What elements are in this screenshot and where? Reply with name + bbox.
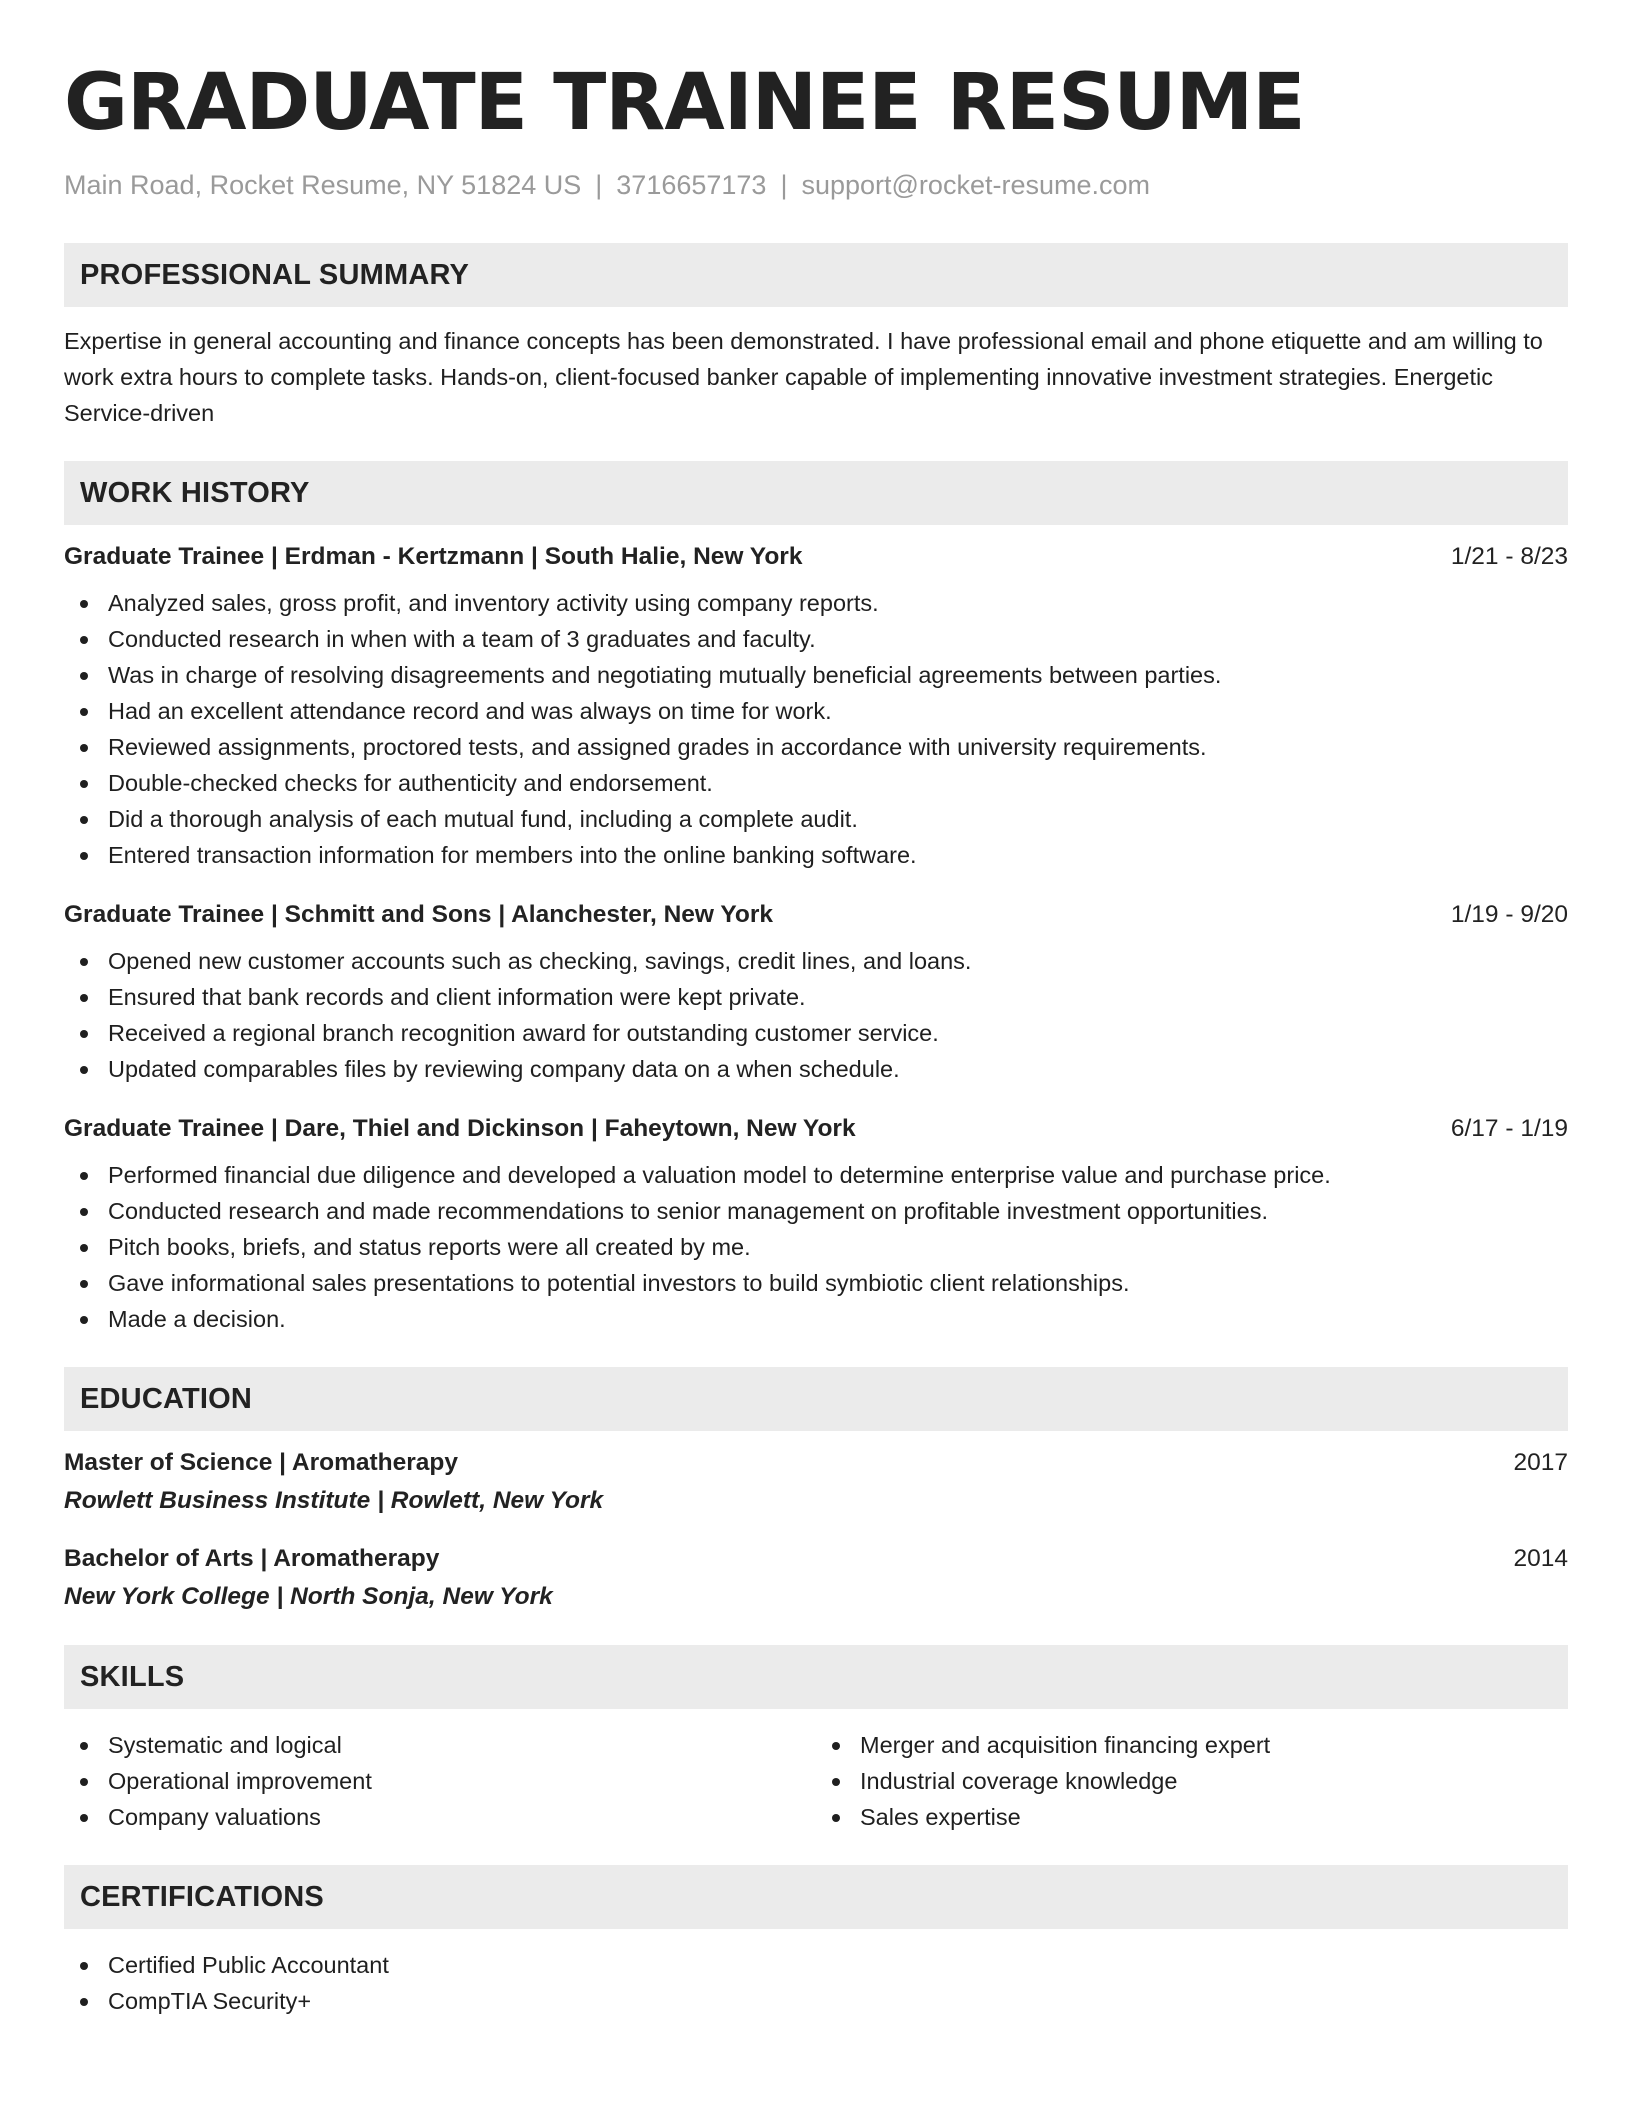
education-heading: EDUCATION (80, 1382, 253, 1415)
contact-phone: 3716657173 (616, 170, 767, 200)
certifications-list (64, 1947, 1568, 2019)
job-bullet: Was in charge of resolving disagreements and negotiating mutually beneficial agreements between parties. (64, 657, 1568, 693)
skills-section (64, 1645, 1568, 1835)
job-bullet: Pitch books, briefs, and status reports were all created by me. (64, 1229, 1568, 1265)
job-header (64, 1115, 1568, 1143)
certification-item: Certified Public Accountant (64, 1947, 1568, 1983)
job-entry (64, 1115, 1568, 1337)
job-bullet: Reviewed assignments, proctored tests, and assigned grades in accordance with university requirements. (64, 729, 1568, 765)
skills-list (64, 1727, 816, 1835)
skill-item: Systematic and logical (64, 1727, 816, 1763)
skills-list (816, 1727, 1568, 1835)
job-bullet: Conducted research in when with a team of 3 graduates and faculty. (64, 621, 1568, 657)
job-bullet: Analyzed sales, gross profit, and inventory activity using company reports. (64, 585, 1568, 621)
job-bullet: Ensured that bank records and client information were kept private. (64, 979, 1568, 1015)
job-bullet: Had an excellent attendance record and was always on time for work. (64, 693, 1568, 729)
job-bullet: Performed financial due diligence and developed a valuation model to determine enterprise value and purchase price. (64, 1157, 1568, 1193)
skill-item: Merger and acquisition financing expert (816, 1727, 1568, 1763)
job-title: Graduate Trainee | Schmitt and Sons | Alanchester, New York (64, 901, 774, 928)
job-date: 1/21 - 8/23 (1450, 543, 1568, 570)
job-title: Graduate Trainee | Dare, Thiel and Dickinson | Faheytown, New York (64, 1115, 856, 1142)
contact-separator: | (595, 170, 603, 200)
education-entry (64, 1545, 1568, 1611)
job-bullet: Entered transaction information for members into the online banking software. (64, 837, 1568, 873)
contact-address: Main Road, Rocket Resume, NY 51824 US (64, 170, 582, 200)
education-school: Rowlett Business Institute | Rowlett, New York (64, 1487, 604, 1514)
job-bullet: Received a regional branch recognition award for outstanding customer service. (64, 1015, 1568, 1051)
work-history-heading-bar (64, 461, 1568, 525)
education-degree: Master of Science | Aromatherapy (64, 1449, 458, 1476)
education-year: 2014 (1513, 1545, 1568, 1572)
skill-item: Company valuations (64, 1799, 816, 1835)
skills-column-right (816, 1727, 1568, 1835)
job-bullets (64, 943, 1568, 1087)
certifications-heading: CERTIFICATIONS (80, 1880, 324, 1913)
job-entry (64, 901, 1568, 1087)
resume-title: GRADUATE TRAINEE RESUME (64, 58, 1305, 148)
job-bullet: Did a thorough analysis of each mutual fund, including a complete audit. (64, 801, 1568, 837)
job-bullet: Opened new customer accounts such as checking, savings, credit lines, and loans. (64, 943, 1568, 979)
summary-heading-bar (64, 243, 1568, 307)
skills-grid (64, 1727, 1568, 1835)
job-date: 1/19 - 9/20 (1450, 901, 1568, 928)
education-entry (64, 1449, 1568, 1515)
contact-email: support@rocket-resume.com (801, 170, 1150, 200)
job-bullets (64, 585, 1568, 873)
certification-item: CompTIA Security+ (64, 1983, 1568, 2019)
education-school: New York College | North Sonja, New York (64, 1583, 553, 1610)
skill-item: Sales expertise (816, 1799, 1568, 1835)
summary-heading: PROFESSIONAL SUMMARY (80, 258, 470, 291)
skills-column-left (64, 1727, 816, 1835)
certifications-heading-bar (64, 1865, 1568, 1929)
job-title: Graduate Trainee | Erdman - Kertzmann | South Halie, New York (64, 543, 803, 570)
certifications-section (64, 1865, 1568, 2019)
education-section (64, 1367, 1568, 1611)
education-heading-bar (64, 1367, 1568, 1431)
education-year: 2017 (1513, 1449, 1568, 1476)
skills-heading-bar (64, 1645, 1568, 1709)
job-bullets (64, 1157, 1568, 1337)
job-bullet: Gave informational sales presentations to potential investors to build symbiotic client relationships. (64, 1265, 1568, 1301)
job-header (64, 901, 1568, 929)
summary-text: Expertise in general accounting and finance concepts has been demonstrated. I have professional email and phone etiquette and am willing to work extra hours to complete tasks. Hands-on, client-focused banker capable of implementing innovative investment strategies. Energetic Service-driven (64, 328, 1543, 426)
summary-section (64, 243, 1568, 431)
job-bullet: Conducted research and made recommendations to senior management on profitable investment opportunities. (64, 1193, 1568, 1229)
education-header (64, 1545, 1568, 1573)
contact-line (64, 170, 1568, 201)
job-entry (64, 543, 1568, 873)
education-degree: Bachelor of Arts | Aromatherapy (64, 1545, 440, 1572)
skill-item: Operational improvement (64, 1763, 816, 1799)
job-bullet: Updated comparables files by reviewing company data on a when schedule. (64, 1051, 1568, 1087)
job-header (64, 543, 1568, 571)
contact-separator: | (780, 170, 788, 200)
job-bullet: Made a decision. (64, 1301, 1568, 1337)
job-bullet: Double-checked checks for authenticity and endorsement. (64, 765, 1568, 801)
work-history-section (64, 461, 1568, 1337)
job-date: 6/17 - 1/19 (1450, 1115, 1568, 1142)
work-history-heading: WORK HISTORY (80, 476, 310, 509)
education-header (64, 1449, 1568, 1477)
skill-item: Industrial coverage knowledge (816, 1763, 1568, 1799)
skills-heading: SKILLS (80, 1660, 185, 1693)
